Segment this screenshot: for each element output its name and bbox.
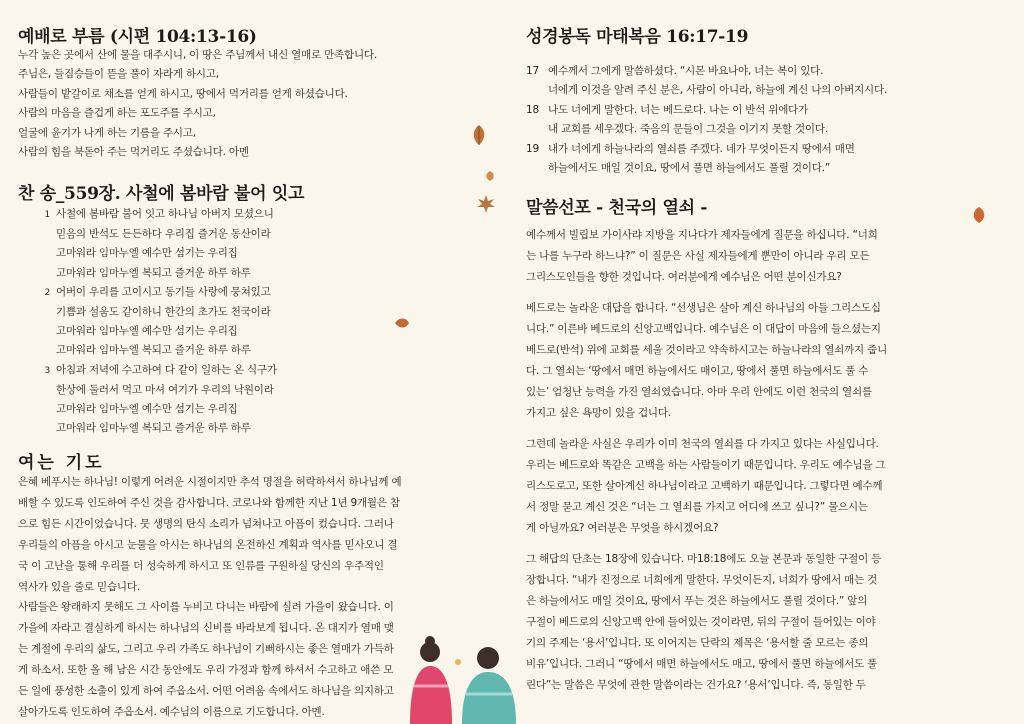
call-line: 누각 높은 곳에서 산에 물을 대주시니, 이 땅은 주님께서 내신 열매로 만족합니다. xyxy=(18,49,377,61)
hymn-line: 3 아침과 저녁에 수고하여 다 같이 일하는 온 식구가 xyxy=(28,361,277,381)
hymn-line: 2 어버이 우리를 고이시고 동기들 사랑에 뭉쳐있고 xyxy=(28,283,277,303)
hymn-title: 찬 송_559장. 사철에 봄바람 불어 잇고 xyxy=(18,184,305,204)
hymn-line: 고마워라 임마누엘 복되고 즐거운 하루 하루 xyxy=(56,422,251,435)
call-to-worship-body xyxy=(18,46,377,162)
verse-line: 너에게 이것을 알려 주신 분은, 사람이 아니라, 하늘에 계신 나의 아버지시다. xyxy=(548,84,888,97)
prayer-line: 배할 수 있도록 인도하여 주신 것을 감사합니다. 코로나와 함께한 지난 1년 9개월은 참 xyxy=(18,496,400,509)
scripture-title: 성경봉독 마태복음 16:17-19 xyxy=(526,27,749,47)
leaf-icon xyxy=(470,124,488,146)
hymn-line: 믿음의 반석도 든든하다 우리집 즐거운 동산이라 xyxy=(56,228,271,241)
call-line: 사람들이 밭갈이로 채소를 얻게 하시고, 땅에서 먹거리를 얻게 하셨습니다. xyxy=(18,87,348,100)
call-line: 사람의 힘을 북돋아 주는 먹거리도 주셨습니다. 아멘 xyxy=(18,146,249,159)
prayer-line: 으로 힘든 시간이었습니다. 뭇 생명의 탄식 소리가 넘쳐나고 아픔이 컸습니다. 그러나 xyxy=(18,517,394,530)
prayer-line: 은혜 베푸시는 하나님! 이렇게 어려운 시절이지만 추석 명절을 허락하셔서 하나님께 예 xyxy=(18,476,402,488)
leaf-icon xyxy=(394,316,410,330)
sermon-title: 말씀선포 - 천국의 열쇠 - xyxy=(526,198,708,218)
stanza-number: 1 xyxy=(44,210,50,220)
prayer-line: 든 일에 풍성한 소출이 있게 하여 주옵소서. 어떤 어려움 속에서도 하나님을 의지하고 xyxy=(18,685,394,698)
verse-line: 19 내가 너에게 하늘나라의 열쇠를 주겠다. 네가 무엇이든지 땅에서 매면 xyxy=(526,140,887,159)
hymn-body xyxy=(28,205,277,438)
prayer-title: 여는 기도 xyxy=(18,453,105,473)
verse-number: 19 xyxy=(526,142,539,155)
prayer-line: 역사가 있을 줄로 믿습니다. xyxy=(18,580,140,593)
sermon-paragraph: 그런데 놀라운 사실은 우리가 이미 천국의 열쇠를 다 가지고 있다는 사실입니다. 우리는 베드로와 똑같은 고백을 하는 사람들이기 때문입니다. 우리도 예수님을 그 리스도로고, 또한 살아계신 하나님이라고 고백하기 때문입니다. 그렇다면 예수께 서 정말 묻고 계신 것은 “너는 그 열쇠를 가지고 어디에 쓰고 싶니?” 물으시는 게 아닐까요? 여러분은 무엇을 하시겠어요? xyxy=(526,438,886,534)
leaf-icon xyxy=(970,206,988,224)
hymn-line: 기쁨과 설움도 같이하니 한간의 초가도 천국이라 xyxy=(56,306,271,319)
prayer-line: 사람들은 왕래하지 못해도 그 사이를 누비고 다니는 바람에 실려 가을이 왔습니다. 이 xyxy=(18,601,394,614)
verse-line: 내 교회를 세우겠다. 죽음의 문들이 그것을 이기지 못할 것이다. xyxy=(548,123,828,136)
maple-leaf-icon xyxy=(476,194,496,214)
hymn-line: 고마워라 임마누엘 복되고 즐거운 하루 하루 xyxy=(56,344,251,357)
sermon-paragraph: 베드로는 놀라운 대답을 합니다. “선생님은 살아 계신 하나님의 아들 그리스도십 니다.” 이른바 베드로의 신앙고백입니다. 예수님은 이 대답이 마음에 들으셨는지 베드로(반석) 위에 교회를 세울 것이라고 약속하시고는 하늘나라의 열쇠까지 줍니 다. 그 열쇠는 ‘땅에서 매면 하늘에서도 매이고, 땅에서 풀면 하늘에서도 풀 수 있는’ 엄청난 능력을 가진 열쇠였습니다. 아마 우리 안에도 이런 천국의 열쇠를 가지고 싶은 욕망이 있을 겁니다. xyxy=(526,302,888,419)
sermon-body xyxy=(526,225,887,706)
family-illustration xyxy=(404,632,520,724)
sermon-paragraph: 그 해답의 단초는 18장에 있습니다. 마18:18에도 오늘 본문과 동일한 구절이 등 장합니다. “내가 진정으로 너희에게 말한다. 무엇이든지, 너희가 땅에서 매는 것 은 하늘에서도 매일 것이요, 땅에서 푸는 것은 하늘에서도 풀릴 것이다.” 앞의 구절이 베드로의 신앙고백 안에 들어있는 것이라면, 뒤의 구절이 들어있는 이야 기의 주제는 ‘용서’입니다. 또 이어지는 단락의 제목은 ‘용서할 줄 모르는 종의 비유’입니다. 그러니 “땅에서 매면 하늘에서도 매고, 땅에서 풀면 하늘에서도 풀 린다”는 말씀은 무엇에 관한 말씀이라는 건가요? ‘용서’입니다. 즉, 동일한 두 xyxy=(526,553,882,691)
call-line: 얼굴에 윤기가 나게 하는 기름을 주시고, xyxy=(18,126,196,139)
stanza-number: 3 xyxy=(44,365,50,376)
verse-number: 17 xyxy=(526,65,539,77)
verse-line: 18 나도 너에게 말한다. 너는 베드로다. 나는 이 반석 위에다가 xyxy=(526,101,887,120)
prayer-line: 살아가도록 인도하여 주옵소서. 예수님의 이름으로 기도합니다. 아멘. xyxy=(18,705,325,718)
call-to-worship-title: 예배로 부름 (시편 104:13-16) xyxy=(18,27,257,47)
call-line: 주님은, 들짐승들이 뜯을 풀이 자라게 하시고, xyxy=(18,68,219,81)
prayer-line: 가을에 자라고 결실하게 하시는 하나님의 신비를 바라보게 됩니다. 온 대지가 열매 맺 xyxy=(18,622,394,635)
hymn-line: 고마워라 임마누엘 예수만 섬기는 우리집 xyxy=(56,247,238,260)
verse-line: 하늘에서도 매일 것이요, 땅에서 풀면 하늘에서도 풀릴 것이다.” xyxy=(548,162,831,175)
prayer-line: 게 하소서. 또한 올 해 남은 시간 동안에도 우리 가정과 함께 하셔서 수고하고 애쓴 모 xyxy=(18,664,394,677)
stanza-number: 2 xyxy=(44,287,50,298)
prayer-line: 우리들의 아픔을 아시고 눈물을 아시는 하나님의 온전하신 계획과 역사를 믿사오니 결 xyxy=(18,538,398,551)
verse-number: 18 xyxy=(526,103,539,116)
sermon-paragraph: 예수께서 빌립보 가이사랴 지방을 지나다가 제자들에게 질문을 하십니다. “너희 는 나를 누구라 하느냐?” 이 질문은 사실 제자들에게 뿐만이 아니라 우리 모든 그리스도인들을 향한 것입니다. 여러분에게 예수님은 어떤 분이신가요? xyxy=(526,229,878,283)
hymn-line: 1 사철에 봄바람 불어 잇고 하나님 아버지 모셨으니 xyxy=(28,205,277,225)
hymn-line: 고마워라 임마누엘 예수만 섬기는 우리집 xyxy=(56,403,238,416)
scripture-body xyxy=(526,62,887,178)
hymn-line: 한상에 둘러서 먹고 마셔 여기가 우리의 낙원이라 xyxy=(56,383,274,396)
hymn-line: 고마워라 임마누엘 예수만 섬기는 우리집 xyxy=(56,325,238,338)
leaf-icon xyxy=(484,170,496,182)
prayer-line: 는 계절에 우리의 삶도, 그리고 우리 가족도 하나님이 기뻐하시는 좋은 열매가 가득하 xyxy=(18,643,394,656)
verse-line: 17 예수께서 그에게 말씀하셨다. “시몬 바요나야, 너는 복이 있다. xyxy=(526,62,887,81)
hymn-line: 고마워라 임마누엘 복되고 즐거운 하루 하루 xyxy=(56,266,251,279)
prayer-body xyxy=(18,472,401,723)
call-line: 사람의 마음을 즐겁게 하는 포도주를 주시고, xyxy=(18,107,216,120)
prayer-line: 국 이 고난을 통해 우리를 더 성숙하게 하시고 또 인류를 구원하실 당신의 우주적인 xyxy=(18,559,384,572)
